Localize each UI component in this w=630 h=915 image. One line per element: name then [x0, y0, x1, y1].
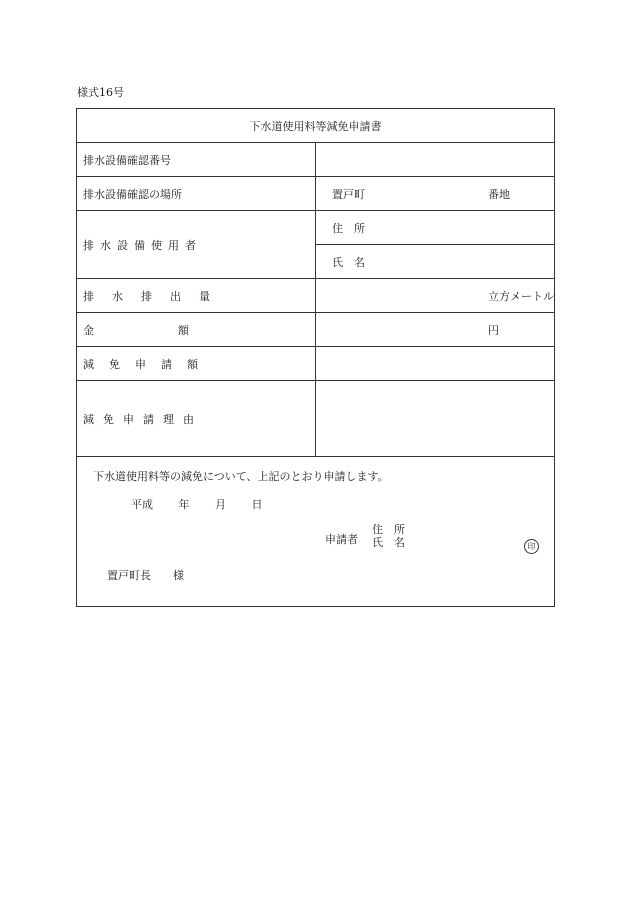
- request-amount-field[interactable]: [316, 347, 555, 381]
- reason-label-text: 減免申請理由: [83, 412, 203, 426]
- amount-unit: 円: [488, 323, 499, 337]
- location-label: 排水設備確認の場所: [77, 177, 316, 211]
- reason-field[interactable]: [316, 381, 555, 457]
- user-label: [77, 211, 316, 279]
- amount-label: [77, 313, 316, 347]
- date-day: 日: [251, 498, 263, 511]
- form-title: 下水道使用料等減免申請書: [77, 109, 554, 143]
- discharge-unit: 立方メートル: [488, 289, 554, 303]
- user-address-label: 住 所: [332, 221, 365, 235]
- form-number: 様式16号: [77, 86, 124, 99]
- date-year: 年: [178, 498, 190, 511]
- request-amount-label-text: 減免申請額: [83, 357, 213, 371]
- addressee: 置戸町長 様: [107, 569, 184, 582]
- date-line: [131, 496, 285, 512]
- user-name-field[interactable]: [316, 245, 555, 279]
- declaration-section: [77, 459, 554, 606]
- user-name-label: 氏 名: [332, 255, 365, 269]
- declaration-text: 下水道使用料等の減免について、上記のとおり申請します。: [93, 470, 389, 483]
- discharge-field[interactable]: [316, 279, 555, 313]
- discharge-label-text: 排水排出量: [83, 289, 228, 303]
- amount-label-text: 金額: [83, 323, 273, 337]
- application-form: [76, 108, 555, 607]
- date-month: 月: [215, 498, 226, 511]
- discharge-label: [77, 279, 316, 313]
- request-amount-label: [77, 347, 316, 381]
- form-table: [77, 109, 554, 457]
- amount-field[interactable]: [316, 313, 555, 347]
- date-era: 平成: [131, 498, 153, 511]
- seal-icon: 印: [524, 539, 539, 554]
- location-field[interactable]: [316, 177, 555, 211]
- user-address-field[interactable]: [316, 211, 555, 245]
- applicant-label: 申請者: [325, 533, 358, 546]
- location-town: 置戸町: [332, 187, 365, 201]
- applicant-name-label: 氏 名: [372, 536, 405, 549]
- applicant-address-label: 住 所: [372, 523, 405, 536]
- user-label-text: 排水設備使用者: [83, 238, 202, 252]
- location-lot: 番地: [488, 187, 510, 201]
- permit-no-field[interactable]: [316, 143, 555, 177]
- reason-label: [77, 381, 316, 457]
- permit-no-label: 排水設備確認番号: [77, 143, 316, 177]
- applicant-block: [372, 523, 405, 549]
